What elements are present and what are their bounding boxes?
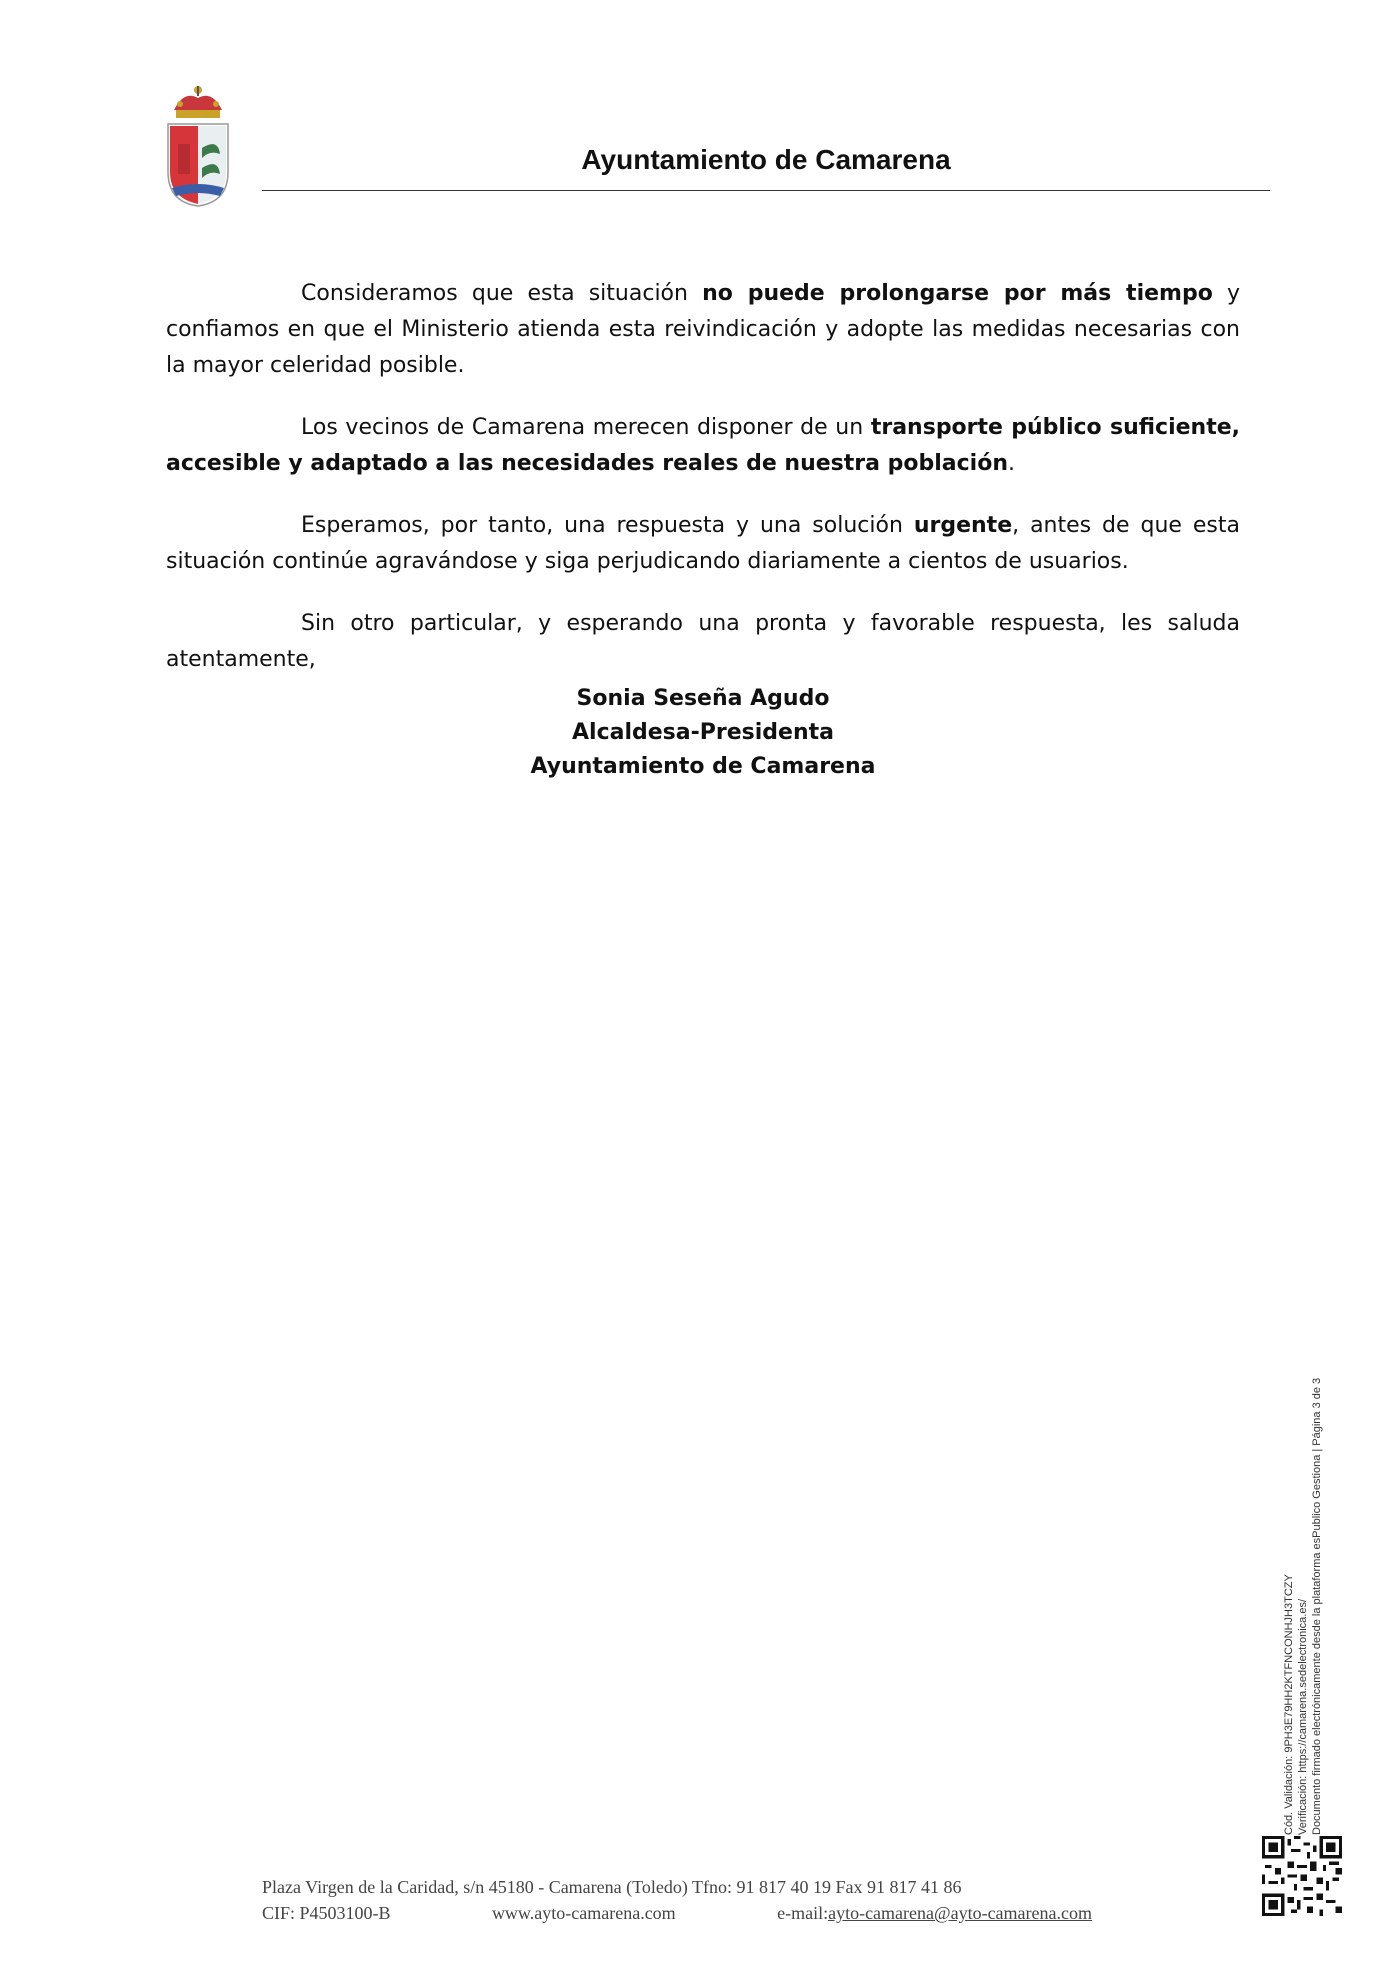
paragraph-text: Esperamos, por tanto, una respuesta y una solución: [301, 513, 914, 538]
signatory-role: Alcaldesa-Presidenta: [572, 720, 834, 745]
footer-cif: CIF: P4503100-B: [262, 1903, 391, 1923]
footer-email-group: [777, 1900, 1092, 1926]
paragraph-text: y confiamos en que el Ministerio atienda esta reivindicación y adopte las medidas necesarias con la mayor celeridad posible.: [166, 281, 1241, 378]
paragraph: [166, 276, 1240, 384]
qr-code-icon: [1262, 1836, 1342, 1916]
footer-website-link[interactable]: www.ayto-camarena.com: [491, 1903, 676, 1923]
verification-note: [1282, 1378, 1324, 1835]
paragraph-emphasis: transporte público suficiente, accesible y adaptado a las necesidades reales de nuestra población: [166, 415, 1240, 476]
footer-contact-row: [262, 1900, 1092, 1926]
paragraph-text: Sin otro particular, y esperando una pronta y favorable respuesta, les saluda atentamente,: [166, 611, 1240, 672]
paragraph-emphasis: no puede prolongarse por más tiempo: [702, 281, 1213, 306]
paragraph-text: .: [1008, 451, 1015, 476]
signatory-name: Sonia Seseña Agudo: [576, 686, 830, 711]
footer-email-link[interactable]: ayto-camarena@ayto-camarena.com: [828, 1903, 1092, 1923]
signature-block: [166, 682, 1240, 784]
validation-code: Cód. Validación: 9PH3E79HH2KTFNCONHJH3TCZY: [1283, 1574, 1295, 1835]
paragraph: [166, 508, 1240, 580]
signature-notice: Documento firmado electrónicamente desde la plataforma esPublico Gestiona | Página 3 de 3: [1311, 1377, 1323, 1835]
page-title: Ayuntamiento de Camarena: [581, 144, 951, 175]
paragraph-text: Los vecinos de Camarena merecen disponer de un: [301, 415, 871, 440]
page-footer: [262, 1874, 1092, 1926]
header-divider: [262, 190, 1270, 191]
paragraph-text: , antes de que esta situación continúe agravándose y siga perjudicando diariamente a cientos de usuarios.: [166, 513, 1241, 574]
paragraph-emphasis: urgente: [913, 513, 1013, 538]
signatory-org: Ayuntamiento de Camarena: [530, 754, 876, 779]
paragraph: [166, 410, 1240, 482]
paragraph: [166, 606, 1240, 678]
paragraph-text: Consideramos que esta situación: [301, 281, 703, 306]
footer-address: Plaza Virgen de la Caridad, s/n 45180 - Camarena (Toledo) Tfno: 91 817 40 19 Fax 91 817 41 86: [262, 1877, 962, 1897]
footer-email-label: e-mail:: [777, 1903, 829, 1923]
letter-body: [166, 276, 1240, 704]
verification-url: Verificación: https://camarena.sedelectronica.es/: [1297, 1598, 1309, 1835]
coat-of-arms-icon: [162, 84, 234, 208]
